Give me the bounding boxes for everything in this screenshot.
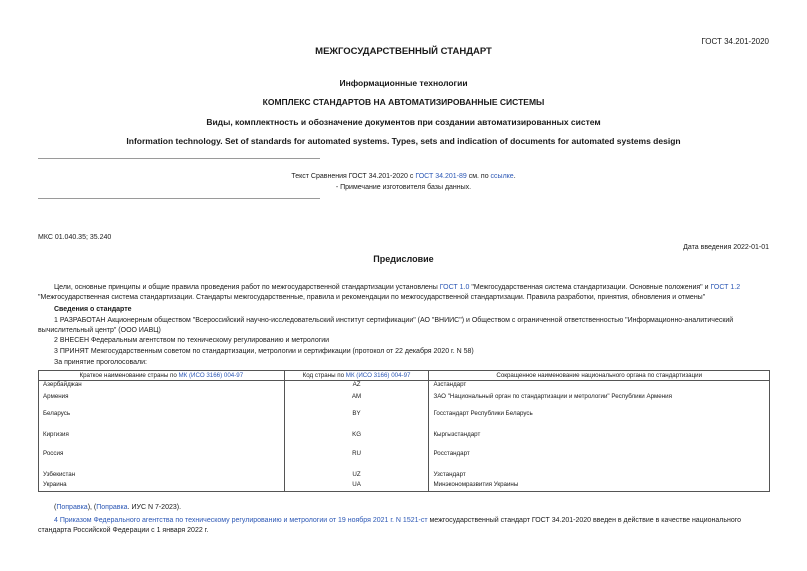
code-cell: AM [284,393,429,410]
mks-code: МКС 01.040.35; 35.240 [38,234,112,241]
manufacturer-note: - Примечание изготовителя базы данных. [335,184,472,191]
country-cell: Украина [39,481,285,492]
p1-text-c: "Межгосударственная система стандартизации. Стандарты межгосударственные, правила и рекомендации по межгосударственной стандартизации. Правила разработки, принятия, обновления и отмены" [38,294,706,301]
table-row [39,381,770,393]
document-title: Виды, комплектность и обозначение документов при создании автоматизированных систем [206,117,601,127]
header-country-text: Краткое наименование страны по [79,372,179,379]
document-code: ГОСТ 34.201-2020 [701,37,769,46]
p1-text-b: "Межгосударственная система стандартизации. Основные положения" и [469,284,711,291]
preface-heading: Предисловие [373,254,434,264]
code-cell: UA [284,481,429,492]
header-country-code [284,371,429,381]
org-cell: Узстандарт [429,471,770,481]
divider-bottom [38,198,320,199]
table-row [39,393,770,410]
table-row [39,431,770,450]
english-title: Information technology. Set of standards for automated systems. Types, sets and indication of documents for automated systems design [126,136,681,146]
table-row [39,450,770,471]
voted-for-label: За принятие проголосовали: [54,359,147,366]
country-cell: Беларусь [39,410,285,431]
amendments-line [54,504,181,511]
comparison-middle: см. по [466,173,491,180]
order-paragraph [38,516,770,536]
standard-info-heading: Сведения о стандарте [54,306,132,313]
mk-iso-link-1[interactable]: МК (ИСО 3166) 004-97 [178,372,244,379]
table-row [39,471,770,481]
code-cell: AZ [284,381,429,393]
comparison-line [0,173,807,180]
country-cell: Узбекистан [39,471,285,481]
country-cell: Азербайджан [39,381,285,393]
code-cell: BY [284,410,429,431]
code-cell: UZ [284,471,429,481]
header-national-body: Сокращенное наименование национального органа по стандартизации [429,371,770,381]
org-cell: Минэкономразвития Украины [429,481,770,492]
preface-paragraph-1 [38,283,770,303]
order-text: межгосударственный стандарт ГОСТ 34.201-2020 введен в действие в качестве национального стандарта Российской Федерации с 1 января 2022 г. [38,517,742,534]
header-code-text: Код страны по [302,372,346,379]
amendment-link-2[interactable]: Поправка [96,504,128,511]
header-country-name [39,371,285,381]
adopted-by-paragraph: 3 ПРИНЯТ Межгосударственным советом по стандартизации, метрологии и сертификации (протокол от 22 декабря 2020 г. N 58) [54,348,474,355]
country-cell: Россия [39,450,285,471]
gost-1-0-link[interactable]: ГОСТ 1.0 [439,284,470,291]
divider-top [38,158,320,159]
table-header-row [39,371,770,381]
country-cell: Армения [39,393,285,410]
org-cell: Госстандарт Республики Беларусь [429,410,770,431]
code-cell: RU [284,450,429,471]
mk-iso-link-2[interactable]: МК (ИСО 3166) 004-97 [345,372,411,379]
p1-text-a: Цели, основные принципы и общие правила проведения работ по межгосударственной стандартизации установлены [54,284,440,291]
fixes-mid: ), ( [87,504,97,511]
rosstandart-order-link[interactable]: 4 Приказом Федерального агентства по техническому регулированию и метрологии от 19 ноября 2021 г. N 1521-ст [54,517,428,524]
table-row [39,481,770,492]
org-cell: Росстандарт [429,450,770,471]
introduction-date: Дата введения 2022-01-01 [683,244,769,251]
voting-countries-table [38,370,770,492]
subtitle-heading: Информационные технологии [339,78,468,88]
complex-heading: КОМПЛЕКС СТАНДАРТОВ НА АВТОМАТИЗИРОВАННЫЕ СИСТЕМЫ [262,97,545,107]
fixes-open: ( [54,504,57,511]
org-cell: Азстандарт [429,381,770,393]
table-row [39,410,770,431]
comparison-link[interactable]: ссылке [490,173,514,180]
developed-by-paragraph: 1 РАЗРАБОТАН Акционерным обществом "Всероссийский научно-исследовательский институт сертификации" (АО "ВНИИС") и Обществом с ограниченной ответственностью "Информационно-аналитический вычислительный центр" (ООО ИАВЦ) [38,317,734,334]
comparison-suffix: . [513,173,516,180]
gost-89-link[interactable]: ГОСТ 34.201-89 [415,173,467,180]
code-cell: KG [284,431,429,450]
comparison-prefix: Текст Сравнения ГОСТ 34.201-2020 с [291,173,416,180]
introduced-by-paragraph: 2 ВНЕСЕН Федеральным агентством по техническому регулированию и метрологии [54,337,330,344]
amendment-link-1[interactable]: Поправка [56,504,88,511]
fixes-tail: . ИУС N 7-2023). [127,504,182,511]
org-cell: ЗАО "Национальный орган по стандартизации и метрологии" Республики Армения [429,393,770,410]
standard-type-heading: МЕЖГОСУДАРСТВЕННЫЙ СТАНДАРТ [315,46,492,57]
gost-1-2-link[interactable]: ГОСТ 1.2 [710,284,741,291]
country-cell: Киргизия [39,431,285,450]
org-cell: Кыргызстандарт [429,431,770,450]
